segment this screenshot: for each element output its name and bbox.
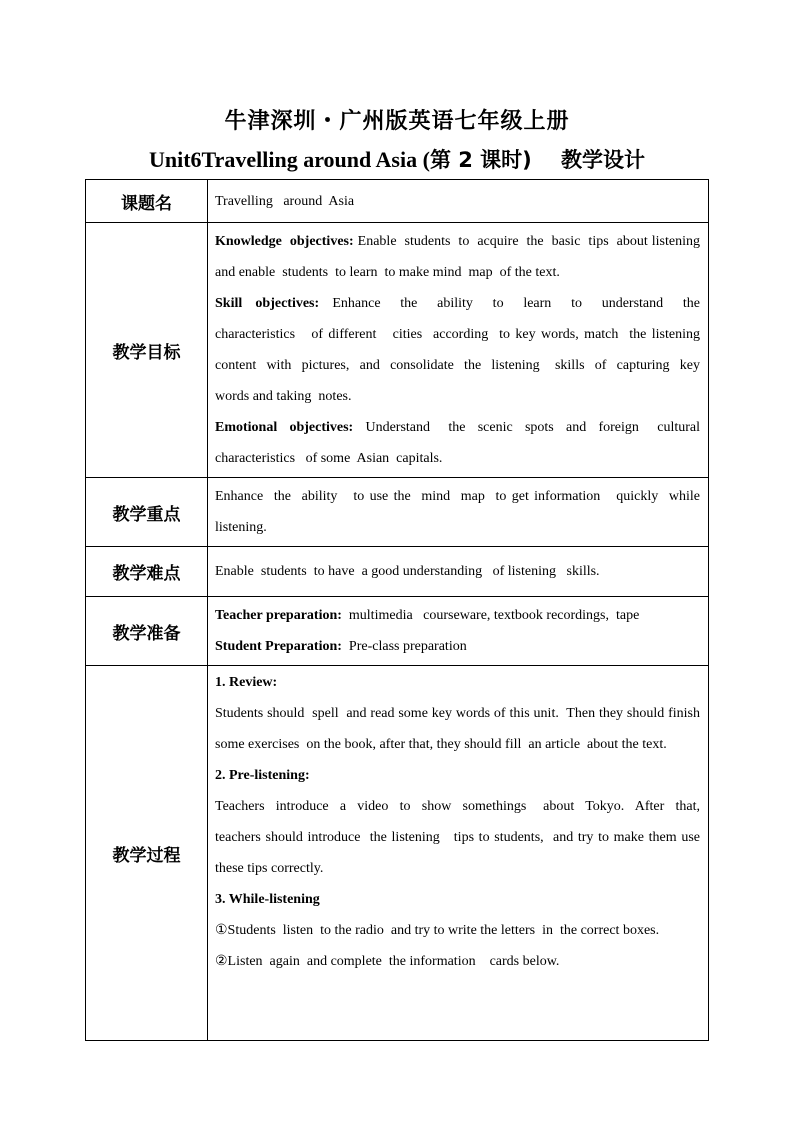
key-points-value: Enhance the ability to use the mind map to get information quickly while listening. [208, 478, 709, 547]
table-row-topic [86, 180, 709, 223]
table-row-key-points [86, 478, 709, 547]
key-points-label: 教学重点 [86, 478, 208, 547]
table-row-process [86, 666, 709, 1041]
student-preparation-text: Pre-class preparation [341, 639, 467, 654]
emotional-objectives-label: Emotional objectives: [215, 420, 354, 435]
while-listening-item: ①Students listen to the radio and try to write the letters in the correct boxes. [215, 923, 660, 938]
subtitle-english: Unit6Travelling around Asia ( [148, 147, 430, 172]
process-content [208, 666, 709, 1041]
skill-objectives-text: Enhance the ability to learn to understand the characteristics of different cities according to key words, match the listening content with pictures, and consolidate the listening skills of capturing key words and taking notes. [215, 296, 704, 404]
process-label: 教学过程 [86, 666, 208, 1041]
teacher-preparation-text: multimedia courseware, textbook recordings, tape [341, 608, 640, 623]
knowledge-objectives-label: Knowledge objectives: [215, 234, 354, 249]
topic-label: 课题名 [86, 180, 208, 223]
table-row-preparation [86, 597, 709, 666]
student-preparation-label: Student Preparation: [215, 639, 342, 654]
preparation-content [208, 597, 709, 666]
knowledge-objectives-text: Enable students to acquire the basic tips about listening and enable students to learn to make mind map of the text. [215, 234, 711, 280]
lesson-plan-table [85, 179, 709, 1041]
table-row-difficulties [86, 547, 709, 597]
review-text: Students should spell and read some key words of this unit. Then they should finish some exercises on the book, after that, they should fill an article about the text. [215, 706, 711, 752]
review-heading: 1. Review: [215, 675, 278, 690]
subtitle-chinese: 第 2 课时) 教学设计 [429, 148, 646, 172]
document-title: 牛津深圳・广州版英语七年级上册 [224, 109, 570, 134]
emotional-objectives-text: Understand the scenic spots and foreign cultural characteristics of some Asian capitals. [215, 420, 704, 466]
pre-listening-text: Teachers introduce a video to show somethings about Tokyo. After that, teachers should introduce the listening tips to students, and try to make them use these tips correctly. [215, 799, 704, 876]
table-row-objectives [86, 223, 709, 478]
skill-objectives-label: Skill objectives: [215, 296, 320, 311]
preparation-label: 教学准备 [86, 597, 208, 666]
topic-value: Travelling around Asia [208, 180, 709, 223]
pre-listening-heading: 2. Pre-listening: [215, 768, 310, 783]
while-listening-heading: 3. While-listening [215, 892, 320, 907]
objectives-content [208, 223, 709, 478]
teacher-preparation-label: Teacher preparation: [215, 608, 342, 623]
document-subtitle [0, 144, 794, 174]
while-listening-item: ②Listen again and complete the information cards below. [215, 954, 560, 969]
difficulties-value: Enable students to have a good understanding of listening skills. [208, 547, 709, 597]
objectives-label: 教学目标 [86, 223, 208, 478]
difficulties-label: 教学难点 [86, 547, 208, 597]
